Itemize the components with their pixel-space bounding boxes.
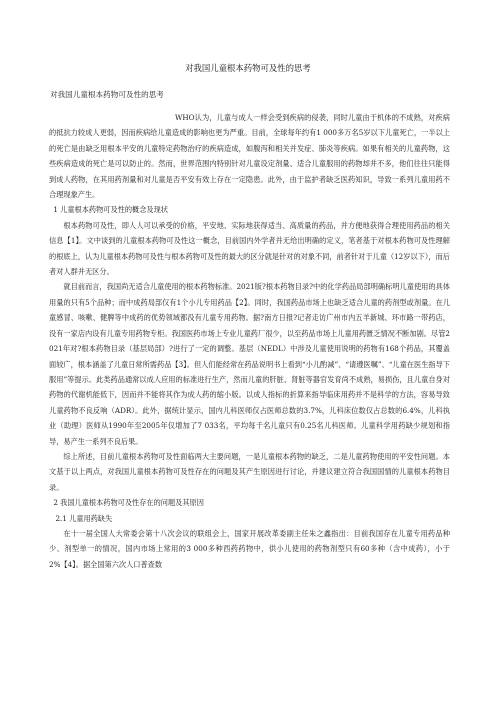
section-heading: 2.1 儿童用药缺失	[55, 513, 113, 523]
section-heading: 2 我国儿童根本药物可及性存在的问题及其原因	[53, 498, 204, 508]
body-paragraph: 综上所述，目前儿童根本药物可及性面临两大主要问题，一是儿童根本药物的缺乏，二是儿童药物使用的平安性问题。本文基于以上两点，对我国儿童根本药物可及性存在的问题及其产生原因进行讨论，并建议建立符合我国国情的儿童根本药物目录。	[49, 451, 450, 492]
article-subtitle: 对我国儿童根本药物可及性的思考	[50, 90, 164, 99]
body-paragraph: 根本药物可及性，即人人可以承受的价格，平安地、实际地获得适当、高质量的药品，并方便地获得合理使用药品的相关信息【1】。文中谈到的儿童根本药物可及性这一概念，目前国内外学者并无给出明确的定义，笔者基于对根本药物可及性理解的根底上，认为儿童根本药物可及性与根本药物可及性的最大的区分就是针对的对象不同，前者针对于儿童（12岁以下），而后者对人群并无区分。	[49, 220, 450, 277]
section-heading: 1 儿童根本药物可及性的概念及现状	[53, 205, 168, 215]
body-paragraph: 在十一届全国人大常委会第十八次会议的联组会上，国家开展改革委副主任朱之鑫指出：目前我国存在儿童专用药品种少、剂型单一的情况，国内市场上常用的3 000多种西药药物中，供小儿使用的药物剂型只有60多种（含中成药），小于2%【4】。据全国第六次人口普查数	[49, 528, 450, 569]
body-paragraph: 就目前而言，我国尚无适合儿童使用的根本药物标准。2021版?根本药物目录?中的化学药品局部明确标明儿童使用的具体用量的只有5个品种；而中成药局部仅有1个小儿专用药品【2】。同时，我国药品市场上也缺乏适合儿童的药剂型或剂量。在儿童感冒、咳嗽、健脾等中成药的优势领域都没有儿童专用药物。据?南方日报?记者走访广州市内五羊新城、环市路一带药店，没有一家店内设有儿童专用药物专柜。我国医药市场上专业儿童药厂很少，以至药品市场上儿童用药匮乏情况不断加剧。尽管2021年对?根本药物目录（基层局部）?进行了一定的调整。基层（NEDL）中涉及儿童使用说明的药物有168个药品，其覆盖面较广，根本涵盖了儿童日常所需药品【3】。但人们能经常在药品说明书上看到“小儿酌减”、“请遵医嘱”、“儿童在医生指导下服用”等提示。此类药品通常以成人应用的标准进行生产，然而儿童的肝脏、肾脏等器官发育尚不成熟，易损伤，且儿童自身对药物的代谢机能低下，因而并不能将其作为成人药的缩小版。以成人指标的折算来指导临床用药并不是科学的方法，容易导致儿童药物不良反响（ADR）。此外，据统计显示，国内儿科医师仅占医师总数的3.7%，儿科床位数仅占总数的6.4%，儿科执业（助理）医师从1990年至2005年仅增加了7 033名，平均每千名儿童只有0.25名儿科医师。儿童科学用药缺少规划和指导，易产生一系列不良后果。	[49, 282, 450, 446]
body-paragraph: WHO认为，儿童与成人一样会受到疾病的侵袭，同时儿童由于机体的不成熟，对疾病的抵抗力较成人更弱，因而疾病给儿童造成的影响也更为严重。目前，全球每年约有1 000多万名5岁以下儿童死亡，一半以上的死亡是由缺乏用根本平安的儿童特定药物治疗的疾病造成，如腹泻和相关并发症、肺炎等疾病。如果有相关的儿童药物，这些疾病造成的死亡是可以防止的。然而，世界范围内特别针对儿童设定剂量、适合儿童服用的药物却并不多，他们往往只能得到成人药物，在其用药剂量和对儿童是否平安有效上存在一定隐患。此外，由于监护者缺乏医药知识，导致一系列儿童用药不合理现象产生。	[49, 113, 450, 200]
article-body	[49, 110, 450, 572]
page-title: 对我国儿童根本药物可及性的思考	[185, 63, 311, 73]
